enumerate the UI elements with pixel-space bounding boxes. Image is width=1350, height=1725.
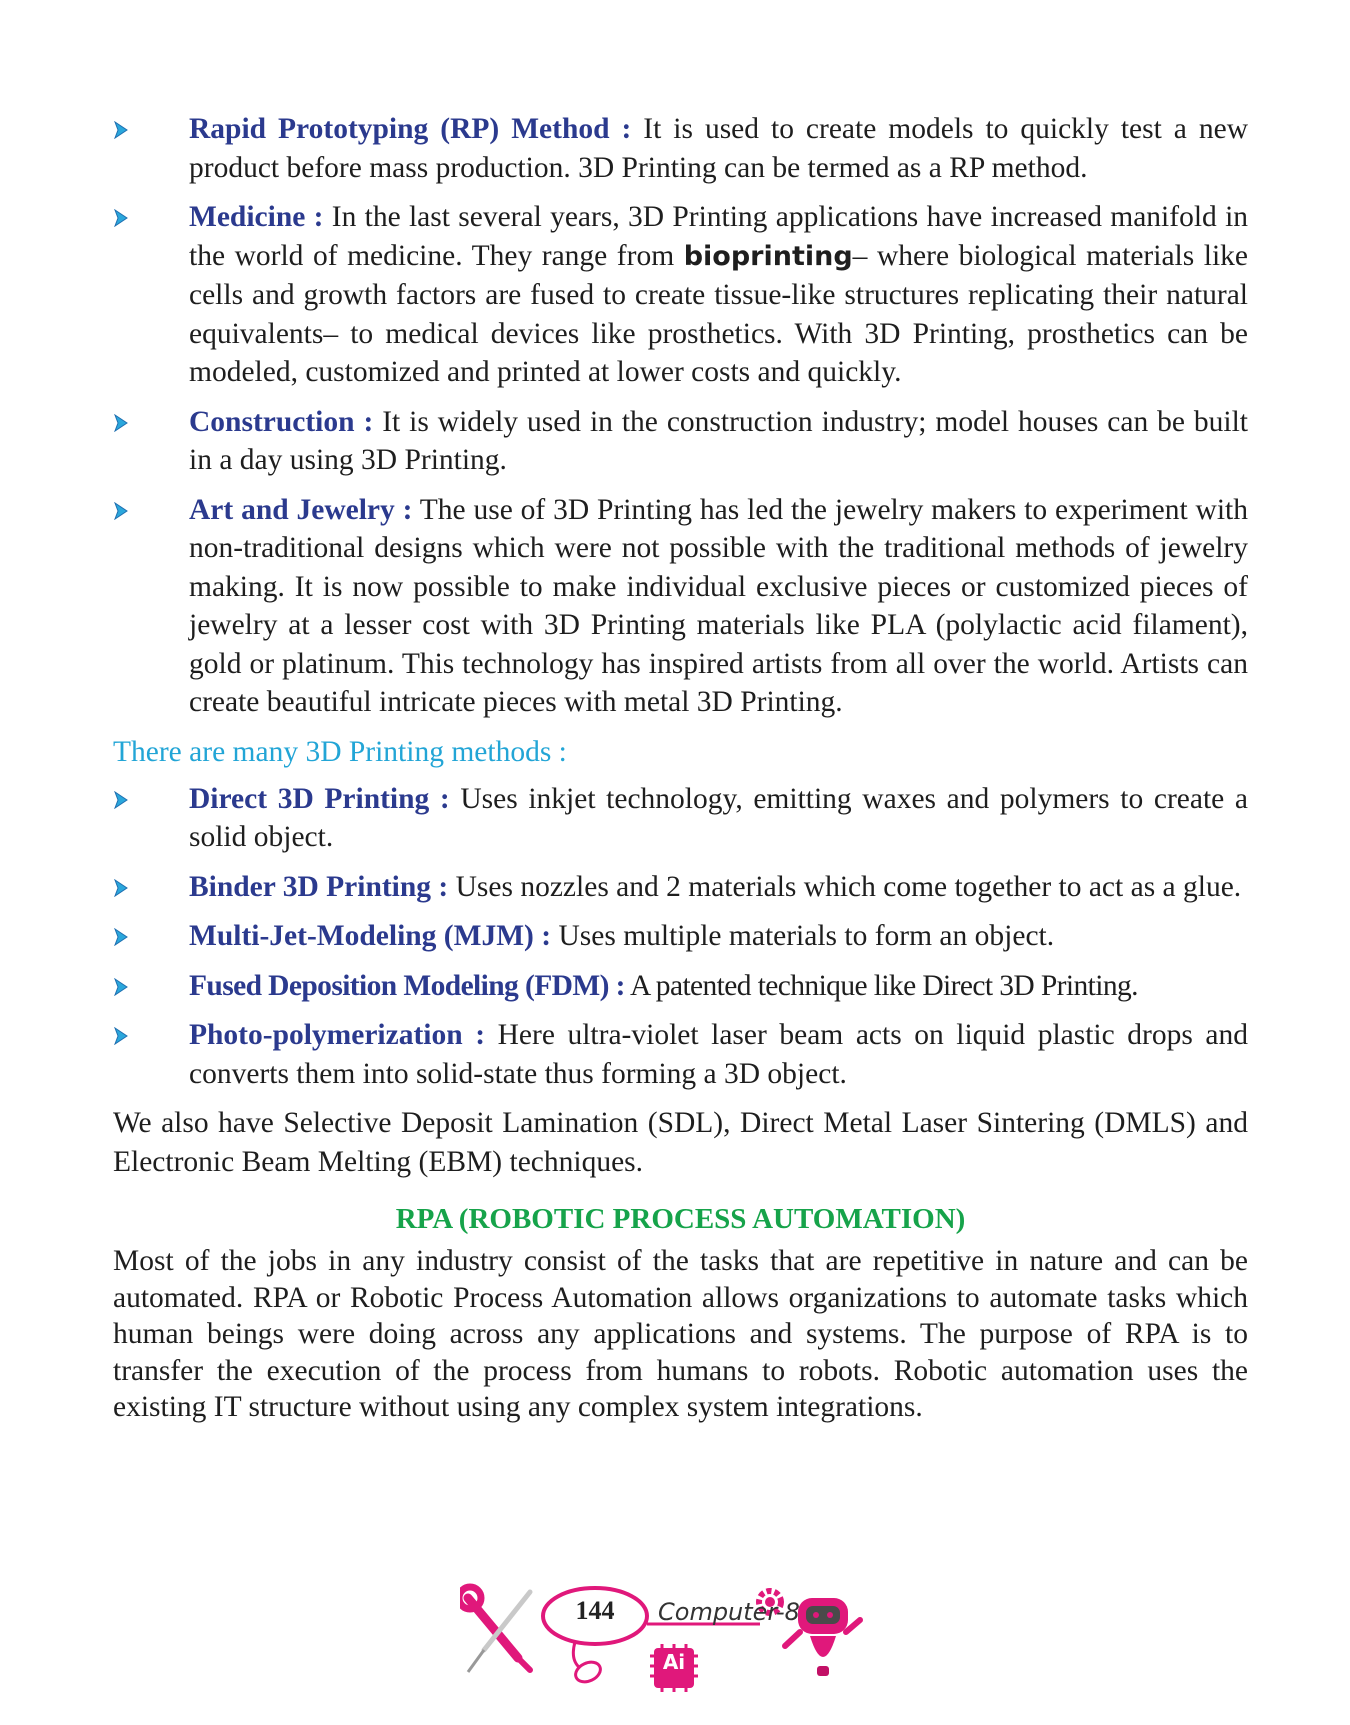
page-number: 144 — [575, 1596, 615, 1625]
page-content — [113, 110, 1248, 1426]
bullet-text: In the last several years, 3D Printing applications have increased manifold in the world of medicine. They range from — [189, 201, 1249, 272]
method-text: Uses inkjet technology, emitting waxes and polymers to create a solid object. — [189, 782, 1248, 853]
method-photopolymerization — [113, 1016, 1248, 1093]
bullet-text-continued: – where biological materials like cells and growth factors are fused to create tissue-like structures replicating their natural equivalents– to medical devices like prosthetics. With 3D Printing, prosthetics can be modeled, customized and printed at lower costs and quickly. — [189, 239, 1248, 388]
bullet-term: Construction : — [189, 405, 374, 438]
method-fdm — [113, 967, 1248, 1006]
method-text: Here ultra-violet laser beam acts on liquid plastic drops and converts them into solid-state thus forming a 3D object. — [189, 1019, 1248, 1090]
bullet-arrow-icon — [113, 1027, 129, 1045]
method-term: Direct 3D Printing : — [189, 782, 450, 815]
bullet-arrow-icon — [113, 978, 129, 996]
method-text: Uses multiple materials to form an object. — [551, 920, 1055, 952]
rpa-paragraph: Most of the jobs in any industry consist of the tasks that are repetitive in nature and can be automated. RPA or Robotic Process Automation allows organizations to automate tasks which human beings were doing across any applications and systems. The purpose of RPA is to transfer the execution of the process from humans to robots. Robotic automation uses the existing IT structure without using any complex system integrations. — [113, 1245, 1248, 1423]
bullet-art-jewelry — [113, 491, 1248, 722]
other-techniques-paragraph: We also have Selective Deposit Lamination (SDL), Direct Metal Laser Sintering (DMLS) and Electronic Beam Melting (EBM) techniques. — [113, 1107, 1248, 1178]
bold-term-bioprinting: bioprinting — [683, 240, 853, 272]
bullet-arrow-icon — [113, 928, 129, 946]
bullet-arrow-icon — [113, 879, 129, 897]
method-term: Fused Deposition Modeling (FDM) : — [189, 969, 625, 1002]
bullet-term: Art and Jewelry : — [189, 493, 413, 526]
method-text: Uses nozzles and 2 materials which come together to act as a glue. — [448, 870, 1242, 903]
bullet-term: Medicine : — [189, 201, 324, 233]
method-mjm — [113, 917, 1248, 956]
method-direct — [113, 780, 1248, 857]
method-binder — [113, 868, 1248, 907]
bullet-term: Rapid Prototyping (RP) Method : — [189, 113, 632, 145]
bullet-construction — [113, 403, 1248, 480]
bullet-text: It is widely used in the construction industry; model houses can be built in a day using 3D Printing. — [189, 405, 1248, 476]
bullet-arrow-icon — [113, 502, 129, 520]
bullet-arrow-icon — [113, 209, 129, 227]
bullet-text: The use of 3D Printing has led the jewelry makers to experiment with non-traditional designs which were not possible with the traditional methods of jewelry making. It is now possible to make individual exclusive pieces or customized pieces of jewelry at a lesser cost with 3D Printing materials like PLA (polylactic acid filament), gold or platinum. This technology has inspired artists from all over the world. Artists can create beautiful intricate pieces with metal 3D Printing. — [189, 493, 1249, 718]
tools-icon — [460, 1587, 530, 1672]
bullet-arrow-icon — [113, 121, 129, 139]
bullet-arrow-icon — [113, 414, 129, 432]
book-label: Computer-8 — [658, 1598, 800, 1626]
method-term: Photo-polymerization : — [189, 1019, 486, 1051]
bullet-medicine — [113, 198, 1248, 392]
method-term: Binder 3D Printing : — [189, 870, 449, 903]
methods-intro: There are many 3D Printing methods : — [113, 735, 567, 768]
rpa-heading: RPA (ROBOTIC PROCESS AUTOMATION) — [395, 1203, 966, 1235]
bullet-arrow-icon — [113, 791, 129, 809]
method-text: A patented technique like Direct 3D Printing. — [624, 969, 1138, 1002]
bullet-rp-method — [113, 110, 1248, 187]
mouse-icon — [572, 1642, 603, 1686]
ai-badge-text: Ai — [662, 1650, 686, 1674]
method-term: Multi-Jet-Modeling (MJM) : — [189, 920, 552, 952]
bullet-text: It is used to create models to quickly test a new product before mass production. 3D Printing can be termed as a RP method. — [189, 113, 1249, 184]
